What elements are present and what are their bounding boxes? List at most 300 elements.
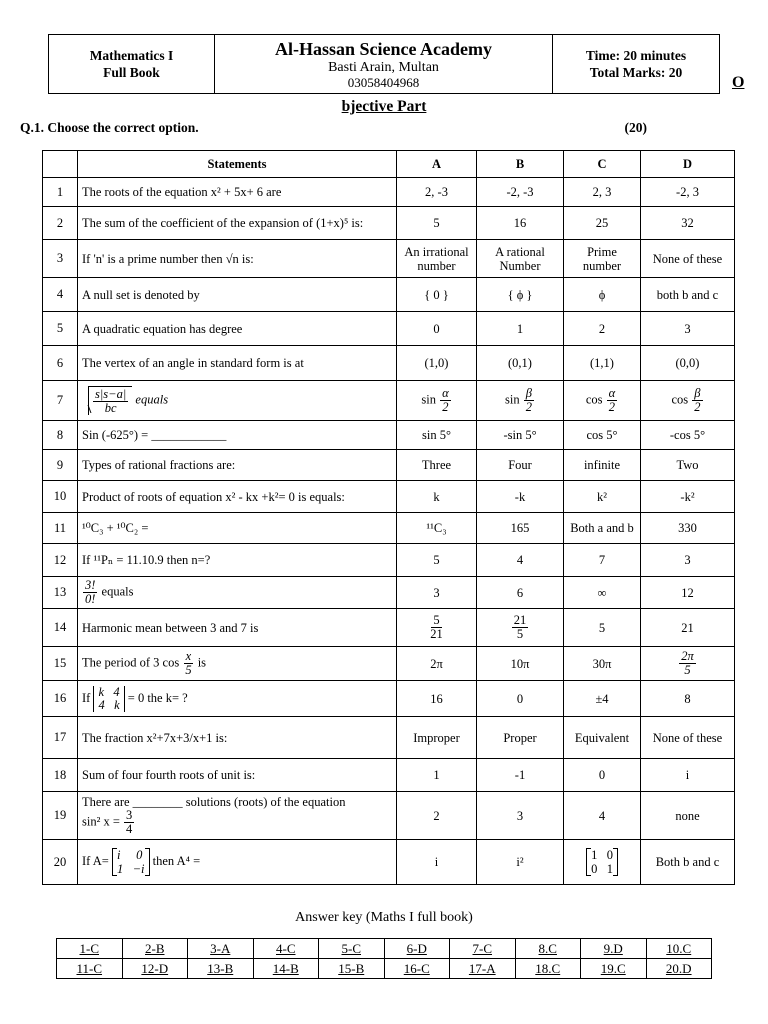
question-number: 15 [43,647,78,681]
option-text: Four [508,458,532,472]
option-text: ϕ [598,287,606,302]
option-text: none [675,808,700,823]
option-function: sin [421,392,436,407]
table-row [43,312,735,346]
option-d [641,647,735,681]
option-d [641,240,735,278]
option-b [477,240,564,278]
option-d [641,178,735,207]
table-row [43,450,735,481]
statement-text: If ¹¹Pₙ = 11.10.9 then n=? [82,553,211,567]
option-b [477,450,564,481]
option-fraction-numerator: 21 [513,613,527,627]
option-text: (0,0) [675,356,700,370]
statement-text: Sin (-625°) = ____________ [82,428,227,442]
option-text: None of these [652,730,723,745]
option-text: 2, -3 [425,185,448,199]
statement [78,513,397,544]
option-text: -2, 3 [676,185,699,199]
option-c [564,681,641,717]
question-number: 4 [43,278,78,312]
school-cell [215,35,553,93]
option-d [641,681,735,717]
answer-key-cell: 20.D [646,959,712,979]
statement [78,717,397,759]
school-name: Al-Hassan Science Academy [275,39,492,59]
option-numerator: α [442,386,449,400]
statement [78,312,397,346]
statement [78,840,397,885]
option-function: cos [585,392,603,407]
matrix-row: 1 −i [116,862,145,876]
col-b: B [477,151,564,178]
statement [78,544,397,577]
option-a [397,240,477,278]
sqrt-expression [88,386,132,415]
option-a [397,178,477,207]
option-denominator: 2 [694,400,701,414]
option-b [477,421,564,450]
option-a [397,544,477,577]
option-text: 10π [510,656,530,671]
option-a [397,513,477,544]
option-text: cos 5° [586,428,618,442]
statement [78,240,397,278]
option-text: 16 [513,216,527,230]
option-text: Prime number [582,244,622,273]
subject-cell [49,35,215,93]
question-number: 18 [43,759,78,792]
statement-text: Types of rational fractions are: [82,458,236,472]
statement-fraction-denominator: 0! [85,592,96,606]
matrix-row: 4 k [98,697,120,712]
option-text: infinite [583,458,621,472]
option-text: 12 [681,585,694,600]
part-letter: O [732,74,745,91]
answer-key-row [57,959,712,979]
option-d [641,381,735,421]
statement-tail: then A⁴ = [152,853,201,868]
statement-fraction-numerator: 3 [126,808,133,822]
statement-pre: If [82,690,91,705]
option-d [641,346,735,381]
matrix-row: 0 1 [591,862,613,876]
option-text: k² [597,489,607,504]
part-title: bjective Part [341,98,427,115]
option-b [477,792,564,840]
statement-text: Product of roots of equation x² - kx +k²= 0 is equals: [82,489,345,504]
question-number: 14 [43,609,78,647]
statement [78,346,397,381]
question-number: 17 [43,717,78,759]
option-text: 3 [433,585,440,600]
table-header-row [43,151,735,178]
matrix-row: 1 0 [591,848,613,862]
statement-text: A quadratic equation has degree [82,321,243,336]
option-d [641,717,735,759]
statement-fraction [183,650,193,677]
option-text: Improper [413,730,460,745]
matrix-row: k 4 [98,684,120,699]
statement-text: The sum of the coefficient of the expansion of (1+x)⁵ is: [82,216,364,230]
option-text: 21 [681,620,694,635]
statement [78,421,397,450]
option-b [477,647,564,681]
option-text: 1 [433,768,440,782]
option-c [564,421,641,450]
option-text: 165 [510,521,530,535]
option-c [564,759,641,792]
option-a [397,450,477,481]
option-fraction [692,387,702,414]
answer-key-cell: 18.C [515,959,581,979]
col-a: A [397,151,477,178]
question-number: 9 [43,450,78,481]
option-a [397,792,477,840]
option-fraction [440,387,451,414]
col-statements: Statements [78,151,397,178]
option-text: Both a and b [570,521,634,535]
option-text: (1,1) [590,356,614,370]
answer-key-cell: 19.C [581,959,647,979]
option-text: k [433,489,440,504]
option-fraction-numerator: 2π [681,649,694,663]
option-c [564,312,641,346]
option-d [641,207,735,240]
option-d [641,609,735,647]
table-row [43,647,735,681]
col-number [43,151,78,178]
option-text: 5 [433,553,440,567]
option-text: A rational Number [495,244,545,273]
question-label: Q.1. Choose the correct option. [20,120,199,135]
option-numerator: β [525,386,532,400]
total-marks: Total Marks: 20 [589,65,683,80]
question-number: 12 [43,544,78,577]
option-fraction [679,650,696,677]
answer-key-cell: 1-C [57,939,123,959]
statement [78,481,397,513]
option-fraction [428,614,445,641]
option-text: -sin 5° [503,428,537,442]
table-row [43,207,735,240]
option-b [477,717,564,759]
answer-key-cell: 6-D [384,939,450,959]
school-address: Basti Arain, Multan [328,60,439,75]
option-text: 25 [595,216,609,230]
statement-pre: The period of 3 cos [82,655,180,670]
statement-fraction-denominator: 5 [185,663,192,677]
statement-fraction-numerator: s|s−a| [95,387,127,401]
statement-pre: sin² x = [82,814,120,829]
option-b [477,513,564,544]
option-b [477,278,564,312]
option-numerator: β [694,386,701,400]
option-a [397,207,477,240]
option-text: sin 5° [422,428,451,442]
option-numerator: α [608,386,616,400]
option-b [477,481,564,513]
option-d [641,513,735,544]
statement-tail: equals [101,584,134,599]
statement [78,381,397,421]
school-phone: 03058404968 [347,75,420,90]
statement [78,450,397,481]
option-text: -k [514,489,526,504]
option-denominator: 2 [608,400,616,414]
statement [78,178,397,207]
answer-key-cell: 17-A [450,959,516,979]
option-function: sin [505,392,520,407]
answer-key-table [56,938,712,979]
option-text: 0 [598,768,606,782]
option-d [641,278,735,312]
option-text: Proper [503,730,537,745]
option-b [477,207,564,240]
option-a [397,647,477,681]
option-text: 5 [433,216,440,230]
answer-key-cell: 12-D [122,959,188,979]
option-text: ∞ [597,585,607,600]
statement [78,647,397,681]
answer-key-cell: 10.C [646,939,712,959]
option-text: 0 [516,691,524,706]
question-number: 11 [43,513,78,544]
option-a [397,609,477,647]
option-d [641,759,735,792]
option-text: 0 [433,321,440,336]
table-row [43,421,735,450]
option-denominator: 2 [525,400,532,414]
statement [78,577,397,609]
question-number: 8 [43,421,78,450]
question-number: 16 [43,681,78,717]
answer-key-cell: 5-C [319,939,385,959]
answer-key-cell: 15-B [319,959,385,979]
option-c [564,717,641,759]
determinant [93,686,124,712]
answer-key-title: Answer key (Maths I full book) [295,910,473,925]
question-number: 1 [43,178,78,207]
option-text: (0,1) [508,356,532,370]
option-text: { 0 } [424,287,449,302]
statement-text: Sum of four fourth roots of unit is: [82,768,256,782]
option-b [477,609,564,647]
table-row [43,278,735,312]
table-row [43,609,735,647]
option-b [477,178,564,207]
option-c [564,840,641,885]
answer-key-cell: 3-A [188,939,254,959]
statement-fraction [83,579,97,606]
option-text: 16 [430,691,443,706]
option-text: 8 [684,691,691,706]
mcq-table [42,150,735,885]
question-number: 19 [43,792,78,840]
option-c [564,544,641,577]
option-a [397,840,477,885]
option-fraction [524,387,534,414]
table-row [43,717,735,759]
answer-key-cell: 9.D [581,939,647,959]
table-row [43,240,735,278]
question-number: 7 [43,381,78,421]
question-number: 3 [43,240,78,278]
statement [78,792,397,840]
option-a [397,278,477,312]
option-d [641,481,735,513]
statement-text: The fraction x²+7x+3/x+1 is: [82,730,228,745]
option-text: 7 [598,553,606,567]
option-text: None of these [652,251,723,266]
statement-fraction [124,809,134,836]
option-text: i [685,768,690,782]
statement-text: Harmonic mean between 3 and 7 is [82,620,259,635]
answer-key-cell: 4-C [253,939,319,959]
table-row [43,178,735,207]
option-text: i² [516,855,524,869]
table-row [43,513,735,544]
option-d [641,312,735,346]
option-text: 6 [516,585,524,600]
statement [78,207,397,240]
option-text: Equivalent [574,730,630,745]
table-row [43,577,735,609]
option-b [477,346,564,381]
option-text: ±4 [595,691,609,706]
option-text: 1 [516,321,524,336]
option-b [477,577,564,609]
question-number: 6 [43,346,78,381]
option-c [564,450,641,481]
answer-key-cell: 13-B [188,959,254,979]
subject: Mathematics I [89,48,174,63]
option-text: 2 [598,321,606,336]
option-b [477,759,564,792]
option-a [397,346,477,381]
table-row [43,792,735,840]
statement [78,278,397,312]
option-c [564,577,641,609]
option-text: 3 [684,321,691,336]
table-row [43,544,735,577]
option-a [397,759,477,792]
statement-fraction-denominator: 4 [126,822,133,836]
statement-fraction-numerator: 3! [85,578,96,592]
statement-line: There are ________ solutions (roots) of the equation [82,795,346,809]
option-text: -k² [680,489,695,504]
option-text: i [434,855,439,869]
option-fraction-denominator: 5 [516,627,524,641]
option-text: Both b and c [655,855,720,869]
option-text: both b and c [656,287,719,302]
option-denominator: 2 [442,400,449,414]
exam-time: Time: 20 minutes [585,48,687,63]
statement-pre: If A= [82,853,109,868]
option-b [477,840,564,885]
option-text: -cos 5° [669,428,706,442]
option-d [641,421,735,450]
option-a [397,481,477,513]
option-text: An irrational number [404,244,469,273]
option-function: cos [671,392,689,407]
option-text: 4 [516,553,524,567]
option-c [564,346,641,381]
book: Full Book [103,65,160,80]
option-fraction-numerator: 5 [433,613,440,627]
col-c: C [564,151,641,178]
option-a [397,577,477,609]
statement-text: The vertex of an angle in standard form is at [82,356,304,370]
answer-key-row [57,939,712,959]
option-b [477,544,564,577]
answer-key-cell: 16-C [384,959,450,979]
statement-tail: equals [135,392,169,407]
option-text: Two [676,458,699,472]
option-d [641,577,735,609]
option-text: 5 [598,620,606,635]
table-row [43,346,735,381]
option-text: Three [421,458,452,472]
statement-text: ¹⁰C₃ + ¹⁰C₂ = [82,521,149,535]
option-text: 3 [684,553,691,567]
statement-fraction-numerator: x [185,649,192,663]
option-text: 3 [516,808,524,823]
option-a [397,681,477,717]
option-c [564,481,641,513]
option-c [564,647,641,681]
statement-text: A null set is denoted by [82,287,200,302]
option-b [477,381,564,421]
option-a [397,421,477,450]
question-line [20,120,690,136]
question-number: 2 [43,207,78,240]
option-text: ¹¹C₃ [426,521,447,535]
option-b [477,681,564,717]
answer-key-cell: 2-B [122,939,188,959]
question-number: 10 [43,481,78,513]
statement-text: The roots of the equation x² + 5x+ 6 are [82,185,282,199]
statement-fraction-denominator: bc [104,401,117,415]
statement-text: If 'n' is a prime number then √n is: [82,251,254,266]
answer-key-cell: 14-B [253,959,319,979]
option-fraction [607,387,618,414]
statement-tail: = 0 the k= ? [127,690,188,705]
table-row [43,840,735,885]
option-d [641,450,735,481]
option-a [397,717,477,759]
option-fraction [512,614,529,641]
question-number: 5 [43,312,78,346]
option-text: { ϕ } [507,287,533,302]
table-row [43,681,735,717]
statement [78,609,397,647]
statement-tail: is [197,655,207,670]
option-c [564,513,641,544]
question-number: 13 [43,577,78,609]
option-c [564,609,641,647]
question-marks: (20) [624,120,647,135]
matrix-row: i 0 [116,848,143,862]
option-text: (1,0) [424,356,449,370]
option-c [564,207,641,240]
statement [78,759,397,792]
option-text: 4 [598,808,606,823]
option-matrix [586,848,618,876]
option-text: 2 [433,808,440,823]
option-text: 330 [678,521,697,535]
question-number: 20 [43,840,78,885]
